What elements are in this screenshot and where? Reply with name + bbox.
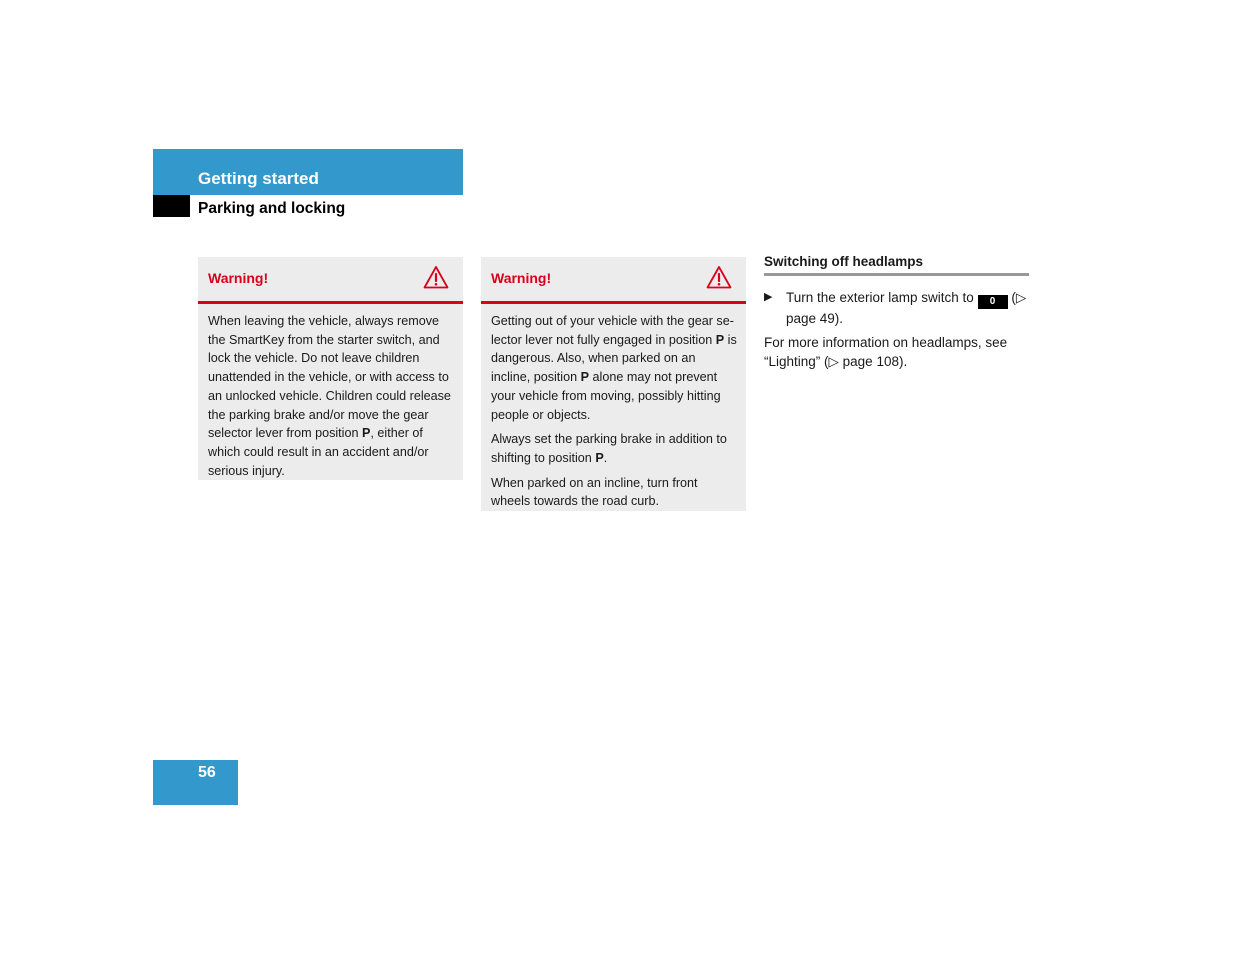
step-arrow-icon: ▶ [764, 291, 773, 303]
warning-text [481, 304, 746, 519]
warning-paragraph: When leaving the vehicle, always remove the SmartKey from the starter switch, and lock the vehicle. Do not leave children unattended in the vehicle, or with access to an unlocked vehicle. Children could release the parking brake and/or move the gear selector lever from position P, either of which could result in an accident and/or serious injury. [208, 314, 451, 478]
warning-triangle-icon [706, 265, 732, 289]
page-reference[interactable]: (▷ page 49). [786, 290, 1027, 326]
chapter-title: Getting started [198, 169, 319, 188]
warning-label: Warning! [208, 270, 269, 286]
warning-text [198, 304, 463, 488]
instruction-step [764, 288, 1034, 328]
warning-triangle-icon [423, 265, 449, 289]
warning-paragraph: When parked on an incline, turn front wheels towards the road curb. [491, 475, 698, 509]
section-title: Switching off headlamps [764, 254, 1029, 276]
page-number-box [153, 760, 238, 805]
warning-paragraph: Getting out of your vehicle with the gear selector lever not fully engaged in position P is dangerous. Also, when parked on an incline, position P alone may not prevent your vehicle from moving, possibly hitting people or objects. [491, 314, 737, 422]
info-paragraph: For more information on headlamps, see “Lighting” (▷ page 108). [764, 335, 1008, 369]
page-number: 56 [198, 764, 216, 781]
subsection-marker [153, 195, 190, 217]
warning-header [481, 257, 746, 304]
warning-label: Warning! [491, 270, 552, 286]
warning-header [198, 257, 463, 304]
warning-paragraph: Always set the parking brake in addition to shifting to position P. [491, 432, 727, 465]
subsection-title: Parking and locking [198, 200, 346, 217]
warning-box-right [481, 257, 746, 511]
step-text: Turn the exterior lamp switch to 0 (▷ page 49). [786, 290, 1027, 326]
switch-position-key: 0 [978, 295, 1008, 309]
warning-box-left [198, 257, 463, 480]
